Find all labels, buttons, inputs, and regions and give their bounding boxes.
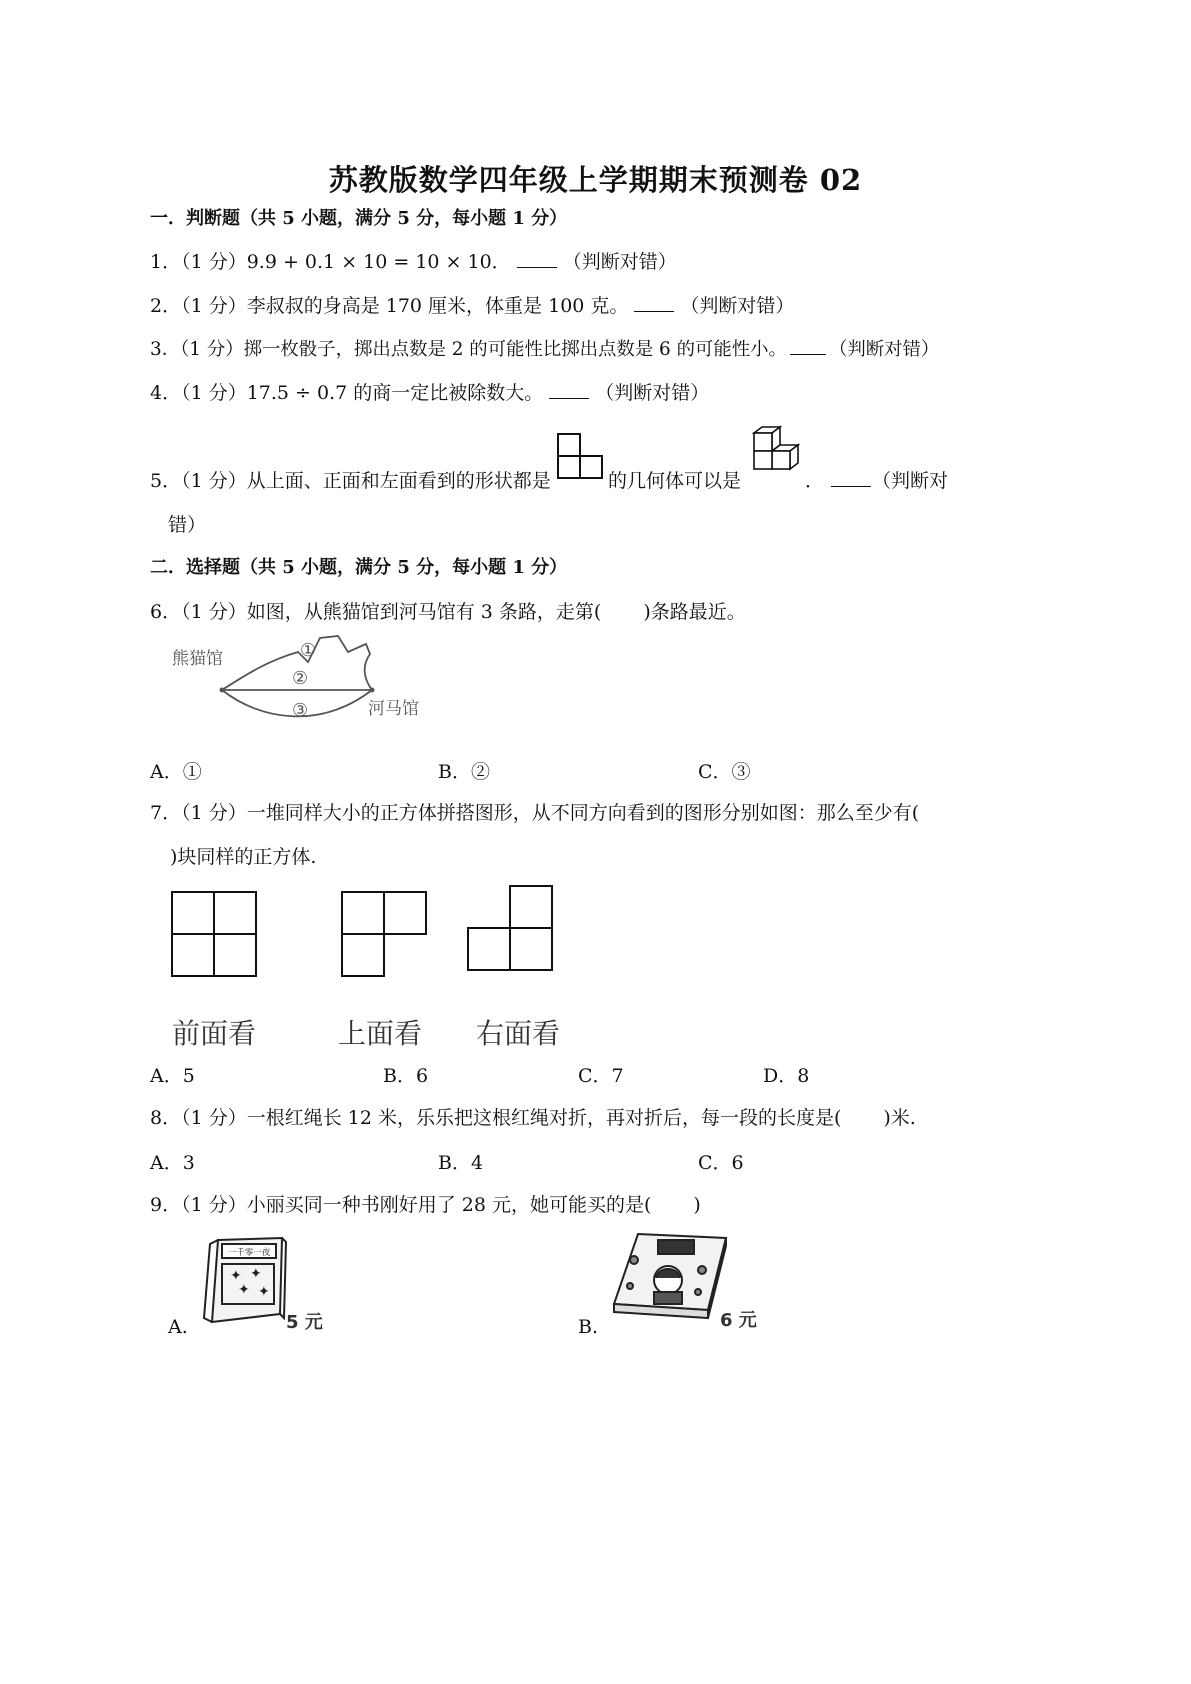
- question-5-mid: 的几何体可以是: [608, 470, 742, 492]
- section-heading-choice: 二．选择题（共 5 小题，满分 5 分，每小题 1 分）: [150, 557, 568, 578]
- question-6-tail: )条路最近。: [643, 601, 746, 623]
- question-2-text: 2．（1 分）李叔叔的身高是 170 厘米，体重是 100 克。: [150, 295, 629, 317]
- question-6: [150, 597, 746, 624]
- question-4-tail: （判断对错）: [595, 382, 710, 404]
- path-3-label: ③: [292, 700, 309, 721]
- q6-option-c[interactable]: C．③: [698, 761, 751, 783]
- start-label: 熊猫馆: [172, 649, 223, 669]
- question-2: [150, 291, 794, 318]
- q9-book-a-image[interactable]: [200, 1234, 290, 1330]
- end-point: [370, 688, 375, 693]
- question-1-text: 1．（1 分）9.9 + 0.1 × 10 = 10 × 10．: [150, 251, 511, 273]
- question-6-text: 6．（1 分）如图，从熊猫馆到河马馆有 3 条路，走第(: [150, 601, 602, 623]
- answer-blank[interactable]: [634, 293, 674, 312]
- star-icon: ✦: [238, 1282, 250, 1298]
- view-label-right: 右面看: [476, 1017, 561, 1050]
- q7-views-figure: [170, 884, 570, 980]
- q9-option-a-label[interactable]: A.: [168, 1316, 188, 1338]
- question-4-text: 4．（1 分）17.5 ÷ 0.7 的商一定比被除数大。: [150, 382, 544, 404]
- page-title: 苏教版数学四年级上学期期末预测卷 02: [328, 163, 863, 197]
- q8-option-c[interactable]: C．6: [698, 1152, 744, 1174]
- question-7-text: 7．（1 分）一堆同样大小的正方体拼搭图形，从不同方向看到的图形分别如图：那么至少有(: [150, 802, 920, 824]
- q7-option-b[interactable]: B．6: [383, 1065, 429, 1087]
- question-3-tail: （判断对错）: [828, 339, 940, 360]
- star-icon: ✦: [230, 1268, 242, 1284]
- q9-book-b-image[interactable]: [608, 1230, 732, 1322]
- question-1: [150, 247, 677, 274]
- answer-blank[interactable]: [549, 380, 589, 399]
- q8-option-a[interactable]: A．3: [150, 1152, 195, 1174]
- book-title: 一千零一夜: [227, 1248, 271, 1258]
- q6-route-map-figure: [170, 632, 440, 728]
- question-4: [150, 378, 709, 405]
- path-1-label: ①: [300, 640, 317, 661]
- question-9-tail: ): [693, 1194, 701, 1216]
- section-heading-judgment: 一．判断题（共 5 小题，满分 5 分，每小题 1 分）: [150, 208, 568, 229]
- question-9: [150, 1190, 701, 1217]
- question-3-text: 3．（1 分）掷一枚骰子，掷出点数是 2 的可能性比掷出点数是 6 的可能性小。: [150, 339, 787, 360]
- path-2-label: ②: [292, 668, 309, 689]
- question-7-text-cont: )块同样的正方体.: [170, 846, 317, 868]
- question-8-text: 8．（1 分）一根红绳长 12 米，乐乐把这根红绳对折，再对折后，每一段的长度是(: [150, 1107, 842, 1129]
- answer-blank[interactable]: [831, 468, 871, 487]
- view-label-front: 前面看: [172, 1017, 257, 1050]
- star-icon: ✦: [250, 1266, 262, 1282]
- question-2-tail: （判断对错）: [680, 295, 795, 317]
- start-point: [220, 688, 225, 693]
- question-8-tail: )米.: [883, 1107, 916, 1129]
- q9-option-a-price: 5 元: [286, 1312, 323, 1333]
- q8-option-b[interactable]: B．4: [438, 1152, 484, 1174]
- question-8: [150, 1103, 916, 1130]
- question-5-dot: ．: [805, 470, 825, 492]
- q7-option-a[interactable]: A．5: [150, 1065, 195, 1087]
- q5-view-shape-figure: [556, 432, 606, 480]
- q5-cube-solid-figure: [748, 425, 804, 475]
- question-5-tail: （判断对: [872, 470, 949, 492]
- question-9-text: 9．（1 分）小丽买同一种书刚好用了 28 元，她可能买的是(: [150, 1194, 652, 1216]
- view-label-top: 上面看: [338, 1017, 423, 1050]
- answer-blank[interactable]: [790, 336, 826, 355]
- q6-option-a[interactable]: A．①: [150, 761, 202, 783]
- question-3: [150, 335, 939, 361]
- end-label: 河马馆: [368, 699, 419, 719]
- star-icon: ✦: [258, 1284, 270, 1300]
- question-5-tail-wrap: 错）: [168, 514, 207, 536]
- q7-option-d[interactable]: D．8: [763, 1065, 810, 1087]
- question-1-tail: （判断对错）: [562, 251, 677, 273]
- question-5-text: 5．（1 分）从上面、正面和左面看到的形状都是: [150, 470, 551, 492]
- q9-option-b-label[interactable]: B.: [578, 1316, 599, 1338]
- answer-blank[interactable]: [517, 249, 557, 268]
- q7-option-c[interactable]: C．7: [578, 1065, 624, 1087]
- q9-option-b-price: 6 元: [720, 1310, 757, 1331]
- q6-option-b[interactable]: B．②: [438, 761, 490, 783]
